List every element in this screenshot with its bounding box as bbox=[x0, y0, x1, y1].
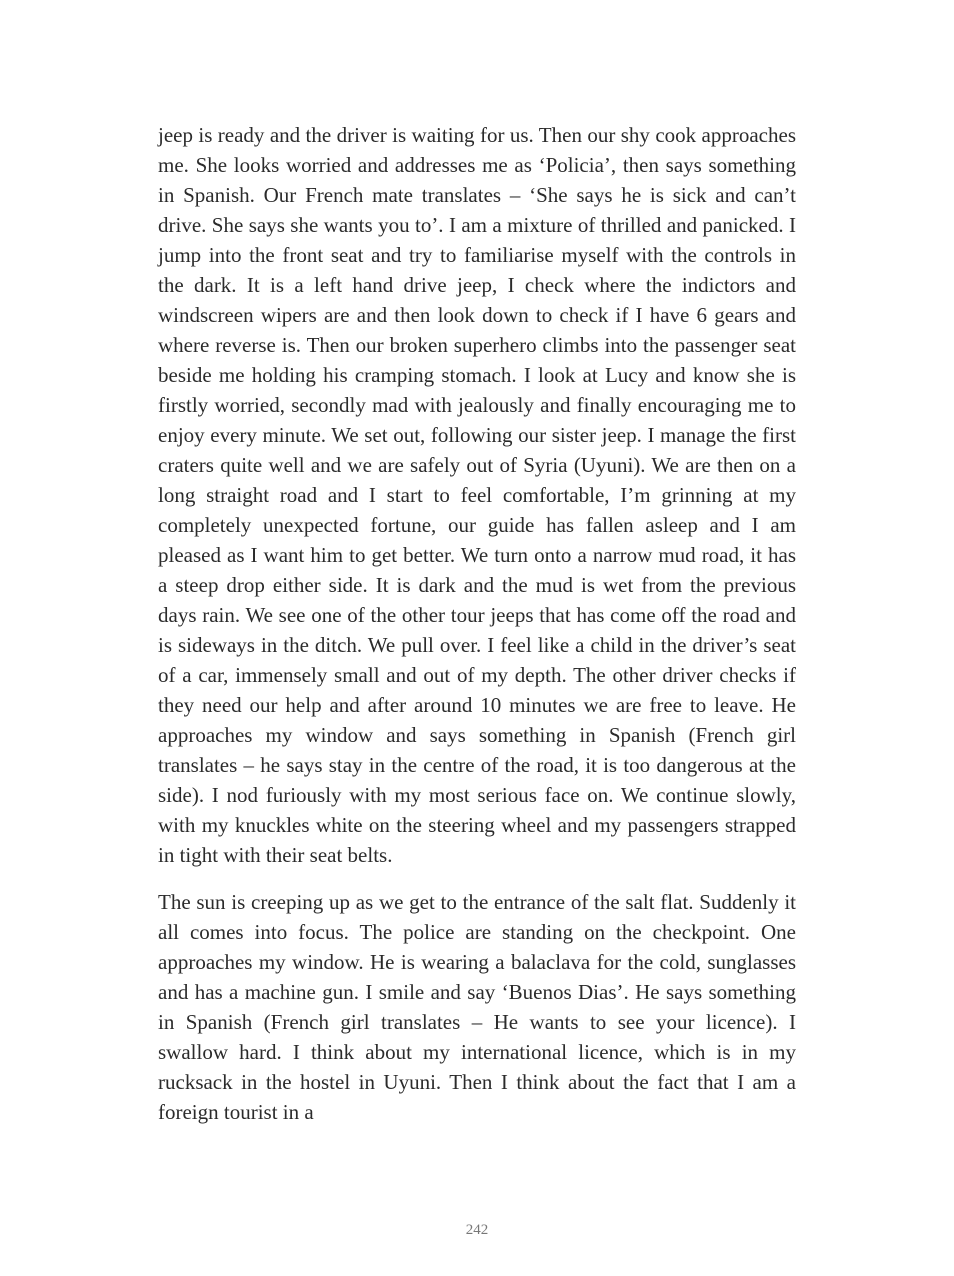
paragraph-1: jeep is ready and the driver is waiting for us. Then our shy cook approaches me. She looks worried and addresses me as ‘Policia’, then says something in Spanish. Our French mate translates – ‘She says he is sick and can’t drive. She says she wants you to’. I am a mixture of thrilled and panicked. I jump into the front seat and try to familiarise myself with the controls in the dark. It is a left hand drive jeep, I check where the indictors and windscreen wipers are and then look down to check if I have 6 gears and where reverse is. Then our broken superhero climbs into the passenger seat beside me holding his cramping stomach. I look at Lucy and know she is firstly worried, secondly mad with jealously and finally encouraging me to enjoy every minute. We set out, following our sister jeep. I manage the first craters quite well and we are safely out of Syria (Uyuni). We are then on a long straight road and I start to feel comfortable, I’m grinning at my completely unexpected fortune, our guide has fallen asleep and I am pleased as I want him to get better. We turn onto a narrow mud road, it has a steep drop either side. It is dark and the mud is wet from the previous days rain. We see one of the other tour jeeps that has come off the road and is sideways in the ditch. We pull over. I feel like a child in the driver’s seat of a car, immensely small and out of my depth. The other driver checks if they need our help and after around 10 minutes we are free to leave. He approaches my window and says something in Spanish (French girl translates – he says stay in the centre of the road, it is too dangerous at the side). I nod furiously with my most serious face on. We continue slowly, with my knuckles white on the steering wheel and my passengers strapped in tight with their seat belts. bbox=[158, 123, 796, 867]
body-text bbox=[158, 120, 796, 1144]
paragraph-2: The sun is creeping up as we get to the entrance of the salt flat. Suddenly it all comes into focus. The police are standing on the checkpoint. One approaches my window. He is wearing a balaclava for the cold, sunglasses and has a machine gun. I smile and say ‘Buenos Dias’. He says something in Spanish (French girl translates – He wants to see your licence). I swallow hard. I think about my international licence, which is in my rucksack in the hostel in Uyuni. Then I think about the fact that I am a foreign tourist in a bbox=[158, 890, 796, 1124]
page-number: 242 bbox=[465, 1222, 489, 1238]
